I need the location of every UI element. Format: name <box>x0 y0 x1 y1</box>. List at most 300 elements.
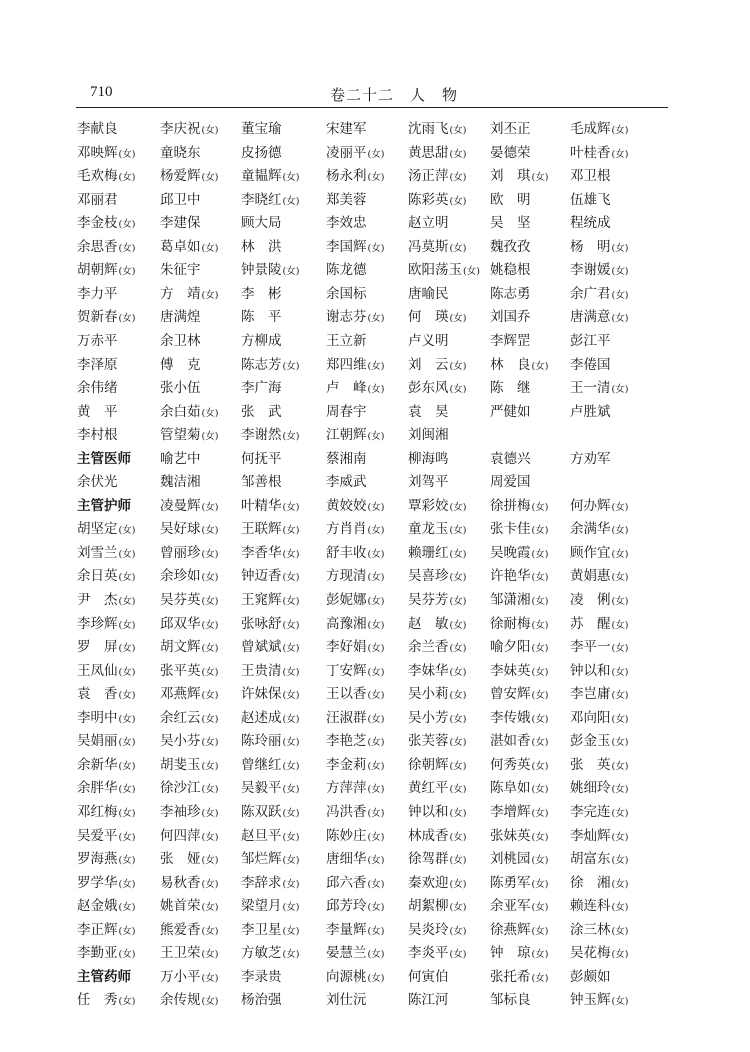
person-name <box>326 471 367 493</box>
person-name <box>77 636 135 658</box>
female-marker: (女) <box>367 643 385 655</box>
name-text: 刘驾平 <box>408 474 449 491</box>
name-text: 李金枝 <box>77 215 118 232</box>
name-text: 毛欢梅 <box>77 168 118 185</box>
person-name <box>408 424 449 446</box>
name-text: 李正辉 <box>77 921 118 938</box>
person-name <box>241 565 299 587</box>
female-marker: (女) <box>201 925 219 937</box>
person-name <box>326 189 367 211</box>
name-text: 周春宇 <box>326 403 367 420</box>
female-marker: (女) <box>367 925 385 937</box>
female-marker: (女) <box>201 548 219 560</box>
person-name <box>490 377 531 399</box>
person-name <box>490 777 548 799</box>
name-text: 晏慧兰 <box>326 945 367 962</box>
name-text: 皮扬德 <box>241 144 282 161</box>
name-text: 凌 俐 <box>570 592 611 608</box>
name-text: 徐 湘 <box>570 874 611 891</box>
name-text: 任 秀 <box>77 992 118 1009</box>
female-marker: (女) <box>449 643 467 655</box>
name-text: 余满华 <box>570 521 611 538</box>
person-name <box>160 424 218 446</box>
female-marker: (女) <box>449 313 467 325</box>
person-name <box>77 660 135 682</box>
female-marker: (女) <box>531 548 549 560</box>
name-text: 李炎平 <box>408 945 449 962</box>
female-marker: (女) <box>367 525 385 537</box>
name-text: 杨爱辉 <box>160 168 201 185</box>
person-name <box>160 118 218 140</box>
person-name <box>326 872 384 894</box>
person-name <box>490 518 548 540</box>
female-marker: (女) <box>282 619 300 631</box>
name-text: 邱六香 <box>326 874 367 891</box>
name-text: 主管护师 <box>77 497 131 514</box>
name-text: 方肖肖 <box>326 521 367 538</box>
name-text: 卢 峰 <box>326 380 367 397</box>
person-name <box>408 471 449 493</box>
person-name <box>326 919 384 941</box>
female-marker: (女) <box>449 760 467 772</box>
female-marker: (女) <box>201 831 219 843</box>
person-name <box>77 730 135 752</box>
name-text: 余白茹 <box>160 403 201 420</box>
name-text: 朱征宇 <box>160 262 201 279</box>
name-text: 余传规 <box>160 992 201 1009</box>
person-name <box>77 565 135 587</box>
name-text: 邓映辉 <box>77 144 118 161</box>
person-name <box>241 589 299 611</box>
person-name <box>241 919 299 941</box>
person-name <box>570 212 611 234</box>
name-text: 喻艺中 <box>160 450 201 467</box>
name-text: 何寅伯 <box>408 968 449 985</box>
name-text: 李谢然 <box>241 427 282 444</box>
name-text: 李平一 <box>570 639 611 656</box>
female-marker: (女) <box>531 572 549 584</box>
female-marker: (女) <box>282 855 300 867</box>
female-marker: (女) <box>201 713 219 725</box>
name-text: 余胖华 <box>77 780 118 797</box>
name-text: 邹烂辉 <box>241 851 282 868</box>
female-marker: (女) <box>118 737 136 749</box>
person-name <box>77 518 135 540</box>
name-text: 李倦国 <box>570 356 611 373</box>
person-name <box>241 118 282 140</box>
person-name <box>160 707 218 729</box>
person-name <box>490 848 548 870</box>
female-marker: (女) <box>118 172 136 184</box>
person-name <box>326 495 384 517</box>
name-text: 欧 明 <box>490 191 531 208</box>
female-marker: (女) <box>118 949 136 961</box>
name-text: 李泽原 <box>77 356 118 373</box>
female-marker: (女) <box>449 148 467 160</box>
person-name <box>241 236 282 258</box>
person-name <box>570 660 628 682</box>
person-name <box>326 801 384 823</box>
person-name <box>408 660 466 682</box>
person-name <box>326 401 367 423</box>
person-name <box>77 354 118 376</box>
person-name <box>241 777 299 799</box>
name-text: 熊爱香 <box>160 921 201 938</box>
female-marker: (女) <box>201 972 219 984</box>
name-text: 黄娟惠 <box>570 568 611 585</box>
person-name <box>490 989 531 1011</box>
person-name <box>408 212 449 234</box>
name-text: 李增辉 <box>490 803 531 820</box>
person-name <box>77 613 135 635</box>
person-name <box>570 730 628 752</box>
person-name <box>408 707 466 729</box>
person-name <box>490 589 548 611</box>
name-text: 李袖珍 <box>160 803 201 820</box>
person-name <box>490 825 548 847</box>
name-text: 赵 敏 <box>408 615 449 632</box>
name-text: 余国标 <box>326 285 367 302</box>
female-marker: (女) <box>611 572 629 584</box>
name-text: 刘 云 <box>408 356 449 373</box>
name-text: 张 娅 <box>160 851 201 868</box>
person-name <box>570 707 628 729</box>
person-name <box>326 259 367 281</box>
name-text: 赖连科 <box>570 898 611 915</box>
name-text: 王贵清 <box>241 662 282 679</box>
person-name <box>326 777 384 799</box>
person-name <box>326 236 384 258</box>
name-text: 胡坚定 <box>77 521 118 538</box>
female-marker: (女) <box>367 807 385 819</box>
female-marker: (女) <box>118 690 136 702</box>
female-marker: (女) <box>282 266 300 278</box>
person-name <box>77 118 118 140</box>
person-name <box>408 518 466 540</box>
name-text: 吴晚霞 <box>490 544 531 561</box>
person-name <box>326 754 384 776</box>
person-name <box>490 495 548 517</box>
person-name <box>241 448 282 470</box>
female-marker: (女) <box>611 289 629 301</box>
name-text: 伍雄飞 <box>570 191 611 208</box>
name-text: 李妹英 <box>490 662 531 679</box>
name-text: 高豫湘 <box>326 615 367 632</box>
name-text: 徐燕辉 <box>490 921 531 938</box>
name-text: 李好娟 <box>326 639 367 656</box>
person-name <box>241 707 299 729</box>
person-name <box>160 966 218 988</box>
name-text: 李威武 <box>326 474 367 491</box>
person-name <box>408 283 449 305</box>
female-marker: (女) <box>367 501 385 513</box>
person-name <box>160 660 218 682</box>
person-name <box>326 989 367 1011</box>
person-name <box>241 542 299 564</box>
name-text: 余珍如 <box>160 568 201 585</box>
person-name <box>570 683 628 705</box>
name-text: 李辉罡 <box>490 332 531 349</box>
female-marker: (女) <box>201 596 219 607</box>
person-name <box>408 236 466 258</box>
person-name <box>241 471 282 493</box>
person-name <box>408 966 449 988</box>
female-marker: (女) <box>118 902 136 914</box>
name-text: 许艳华 <box>490 568 531 585</box>
female-marker: (女) <box>118 996 136 1008</box>
female-marker: (女) <box>118 219 136 231</box>
name-text: 陈勇军 <box>490 874 531 891</box>
person-name <box>326 354 384 376</box>
person-name <box>241 518 299 540</box>
person-name <box>490 707 548 729</box>
person-name <box>326 942 384 964</box>
name-text: 胡朝辉 <box>77 262 118 279</box>
female-marker: (女) <box>282 643 300 655</box>
female-marker: (女) <box>449 855 467 867</box>
female-marker: (女) <box>367 148 385 160</box>
person-name <box>326 613 384 635</box>
name-text: 胡絮柳 <box>408 898 449 915</box>
person-name <box>241 165 299 187</box>
person-name <box>490 471 531 493</box>
female-marker: (女) <box>201 525 219 537</box>
female-marker: (女) <box>201 737 219 749</box>
person-name <box>160 448 201 470</box>
name-text: 唐满煌 <box>160 309 201 326</box>
person-name <box>160 589 218 611</box>
name-text: 向源桃 <box>326 968 367 985</box>
female-marker: (女) <box>282 431 300 443</box>
name-text: 何抚平 <box>241 450 282 467</box>
female-marker: (女) <box>201 902 219 914</box>
person-name <box>490 401 531 423</box>
person-name <box>326 848 384 870</box>
name-text: 谢志芬 <box>326 309 367 326</box>
female-marker: (女) <box>282 666 300 678</box>
person-name <box>570 495 628 517</box>
female-marker: (女) <box>611 548 629 560</box>
female-marker: (女) <box>531 525 549 537</box>
female-marker: (女) <box>118 855 136 867</box>
name-text: 刘闽湘 <box>408 427 449 444</box>
person-name <box>241 848 299 870</box>
person-name <box>408 730 466 752</box>
female-marker: (女) <box>201 501 219 513</box>
person-name <box>408 565 466 587</box>
person-name <box>241 683 299 705</box>
female-marker: (女) <box>282 360 300 372</box>
person-name <box>241 825 299 847</box>
name-text: 易秋香 <box>160 874 201 891</box>
name-text: 主管药师 <box>77 968 131 985</box>
female-marker: (女) <box>531 784 549 796</box>
female-marker: (女) <box>282 784 300 796</box>
person-name <box>77 212 135 234</box>
female-marker: (女) <box>118 242 136 254</box>
person-name <box>570 848 628 870</box>
person-name <box>408 636 466 658</box>
female-marker: (女) <box>531 855 549 867</box>
name-text: 杨永利 <box>326 168 367 185</box>
name-text: 陈妙庄 <box>326 827 367 844</box>
name-text: 胡富东 <box>570 851 611 868</box>
female-marker: (女) <box>201 784 219 796</box>
name-text: 周爱国 <box>490 474 531 491</box>
name-text: 毛成辉 <box>570 121 611 137</box>
person-name <box>408 330 449 352</box>
name-text: 余伟绪 <box>77 380 118 397</box>
person-name <box>326 118 367 140</box>
name-text: 陈双跃 <box>241 803 282 820</box>
name-text: 李晓红 <box>241 191 282 208</box>
female-marker: (女) <box>531 878 549 890</box>
person-name <box>490 212 531 234</box>
person-name <box>408 825 466 847</box>
name-text: 彭金玉 <box>570 733 611 750</box>
female-marker: (女) <box>201 760 219 772</box>
female-marker: (女) <box>118 148 136 160</box>
female-marker: (女) <box>201 666 219 678</box>
female-marker: (女) <box>367 548 385 560</box>
name-text: 余兰香 <box>408 639 449 656</box>
person-name <box>326 377 384 399</box>
person-name <box>326 730 384 752</box>
name-text: 何办辉 <box>570 497 611 514</box>
name-text: 方敏芝 <box>241 945 282 962</box>
person-name <box>570 401 611 423</box>
name-text: 刘桃园 <box>490 851 531 868</box>
name-text: 胡文辉 <box>160 639 201 656</box>
name-text: 邓红梅 <box>77 803 118 820</box>
female-marker: (女) <box>449 572 467 584</box>
person-name <box>490 966 548 988</box>
name-text: 冯洪香 <box>326 803 367 820</box>
person-name <box>570 377 628 399</box>
name-text: 林成香 <box>408 827 449 844</box>
female-marker: (女) <box>449 548 467 560</box>
name-text: 林 洪 <box>241 238 282 255</box>
name-text: 李卫星 <box>241 921 282 938</box>
person-name <box>570 919 628 941</box>
name-text: 李谢媛 <box>570 262 611 279</box>
person-name <box>241 613 299 635</box>
name-text: 吴芬英 <box>160 592 201 608</box>
name-text: 舒丰收 <box>326 544 367 561</box>
person-name <box>326 448 367 470</box>
name-text: 李录贵 <box>241 968 282 985</box>
name-text: 吴芬芳 <box>408 592 449 608</box>
person-name <box>570 142 628 164</box>
name-text: 方萍萍 <box>326 780 367 797</box>
name-text: 叶精华 <box>241 497 282 514</box>
person-name <box>326 330 367 352</box>
person-name <box>490 636 548 658</box>
name-text: 万小平 <box>160 968 201 985</box>
person-name <box>160 471 201 493</box>
female-marker: (女) <box>282 713 300 725</box>
person-name <box>160 236 218 258</box>
name-text: 胡斐玉 <box>160 756 201 773</box>
female-marker: (女) <box>282 572 300 584</box>
name-text: 李村根 <box>77 427 118 444</box>
name-text: 陈志勇 <box>490 285 531 302</box>
name-text: 陈龙德 <box>326 262 367 279</box>
female-marker: (女) <box>611 525 629 537</box>
person-name <box>490 565 548 587</box>
name-text: 方 靖 <box>160 285 201 302</box>
female-marker: (女) <box>449 596 467 607</box>
person-name <box>408 495 466 517</box>
female-marker: (女) <box>449 949 467 961</box>
person-name <box>570 872 628 894</box>
female-marker: (女) <box>611 713 629 725</box>
name-text: 汤正萍 <box>408 168 449 185</box>
person-name <box>408 306 466 328</box>
section-heading <box>77 448 131 470</box>
person-name <box>77 825 135 847</box>
person-name <box>326 306 384 328</box>
name-text: 童韫辉 <box>241 168 282 185</box>
female-marker: (女) <box>367 949 385 961</box>
name-text: 赵立明 <box>408 215 449 232</box>
female-marker: (女) <box>611 501 629 513</box>
name-text: 李庆祝 <box>160 121 201 137</box>
female-marker: (女) <box>201 619 219 631</box>
person-name <box>160 306 201 328</box>
person-name <box>570 236 628 258</box>
name-text: 魏洁湘 <box>160 474 201 491</box>
female-marker: (女) <box>118 760 136 772</box>
person-name <box>490 165 548 187</box>
female-marker: (女) <box>611 666 629 678</box>
name-text: 王一清 <box>570 380 611 397</box>
female-marker: (女) <box>611 148 629 160</box>
name-text: 晏德荣 <box>490 144 531 161</box>
name-text: 袁 昊 <box>408 403 449 420</box>
person-name <box>570 354 611 376</box>
person-name <box>241 283 282 305</box>
name-text: 徐驾群 <box>408 851 449 868</box>
name-text: 郑美蓉 <box>326 191 367 208</box>
name-text: 湛如香 <box>490 733 531 750</box>
name-text: 王联辉 <box>241 521 282 538</box>
person-name <box>241 660 299 682</box>
name-text: 方劝军 <box>570 450 611 467</box>
female-marker: (女) <box>201 289 219 301</box>
female-marker: (女) <box>367 360 385 372</box>
female-marker: (女) <box>611 807 629 819</box>
name-text: 邓丽君 <box>77 191 118 208</box>
person-name <box>160 542 218 564</box>
person-name <box>490 872 548 894</box>
name-text: 沈雨飞 <box>408 121 449 137</box>
person-name <box>490 542 548 564</box>
person-name <box>160 565 218 587</box>
person-name <box>408 142 466 164</box>
female-marker: (女) <box>611 784 629 796</box>
female-marker: (女) <box>201 572 219 584</box>
person-name <box>570 589 628 611</box>
name-text: 赵述成 <box>241 709 282 726</box>
female-marker: (女) <box>367 831 385 843</box>
name-text: 郑四维 <box>326 356 367 373</box>
name-text: 邹标良 <box>490 992 531 1009</box>
person-name <box>408 872 466 894</box>
person-name <box>241 872 299 894</box>
person-name <box>570 189 611 211</box>
name-text: 李传娥 <box>490 709 531 726</box>
